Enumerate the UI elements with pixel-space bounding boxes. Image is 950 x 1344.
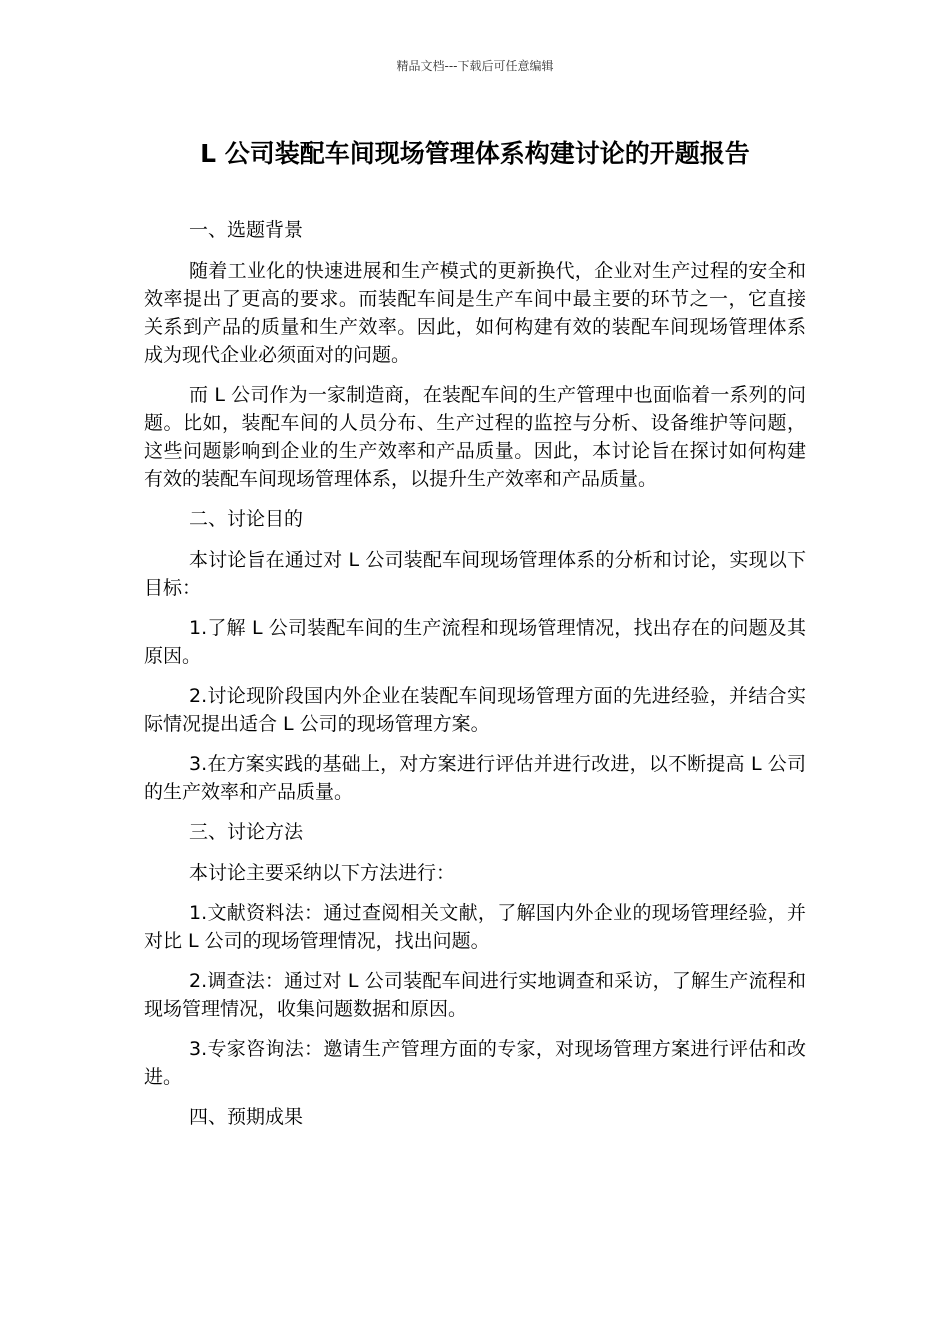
list-item: 2.调查法：通过对 L 公司装配车间进行实地调查和采访，了解生产流程和现场管理情况，收集问题数据和原因。 — [144, 970, 806, 1020]
paragraph: 本讨论主要采纳以下方法进行： — [189, 862, 456, 884]
paragraph: 随着工业化的快速进展和生产模式的更新换代，企业对生产过程的安全和效率提出了更高的要求。而装配车间是生产车间中最主要的环节之一，它直接关系到产品的质量和生产效率。因此，如何构建有效的装配车间现场管理体系成为现代企业必须面对的问题。 — [144, 260, 806, 366]
list-item: 1.了解 L 公司装配车间的生产流程和现场管理情况，找出存在的问题及其原因。 — [144, 617, 806, 667]
list-item: 2.讨论现阶段国内外企业在装配车间现场管理方面的先进经验，并结合实际情况提出适合 L 公司的现场管理方案。 — [144, 685, 806, 735]
page-header: 精品文档---下载后可任意编辑 — [396, 59, 554, 73]
list-item: 3.在方案实践的基础上，对方案进行评估并进行改进，以不断提高 L 公司的生产效率和产品质量。 — [144, 753, 806, 803]
document-title: L 公司装配车间现场管理体系构建讨论的开题报告 — [200, 139, 750, 168]
section-heading-purpose: 二、讨论目的 — [189, 508, 304, 530]
document-body — [144, 216, 806, 1144]
section-heading-methods: 三、讨论方法 — [189, 821, 304, 843]
paragraph: 而 L 公司作为一家制造商，在装配车间的生产管理中也面临着一系列的问题。比如，装配车间的人员分布、生产过程的监控与分析、设备维护等问题，这些问题影响到企业的生产效率和产品质量。因此，本讨论旨在探讨如何构建有效的装配车间现场管理体系，以提升生产效率和产品质量。 — [144, 384, 806, 490]
section-heading-expected-results: 四、预期成果 — [189, 1106, 304, 1128]
list-item: 3.专家咨询法：邀请生产管理方面的专家，对现场管理方案进行评估和改进。 — [144, 1038, 806, 1088]
list-item: 1.文献资料法：通过查阅相关文献，了解国内外企业的现场管理经验，并对比 L 公司的现场管理情况，找出问题。 — [144, 902, 806, 952]
section-heading-background: 一、选题背景 — [189, 219, 304, 241]
paragraph: 本讨论旨在通过对 L 公司装配车间现场管理体系的分析和讨论，实现以下目标： — [144, 549, 806, 599]
